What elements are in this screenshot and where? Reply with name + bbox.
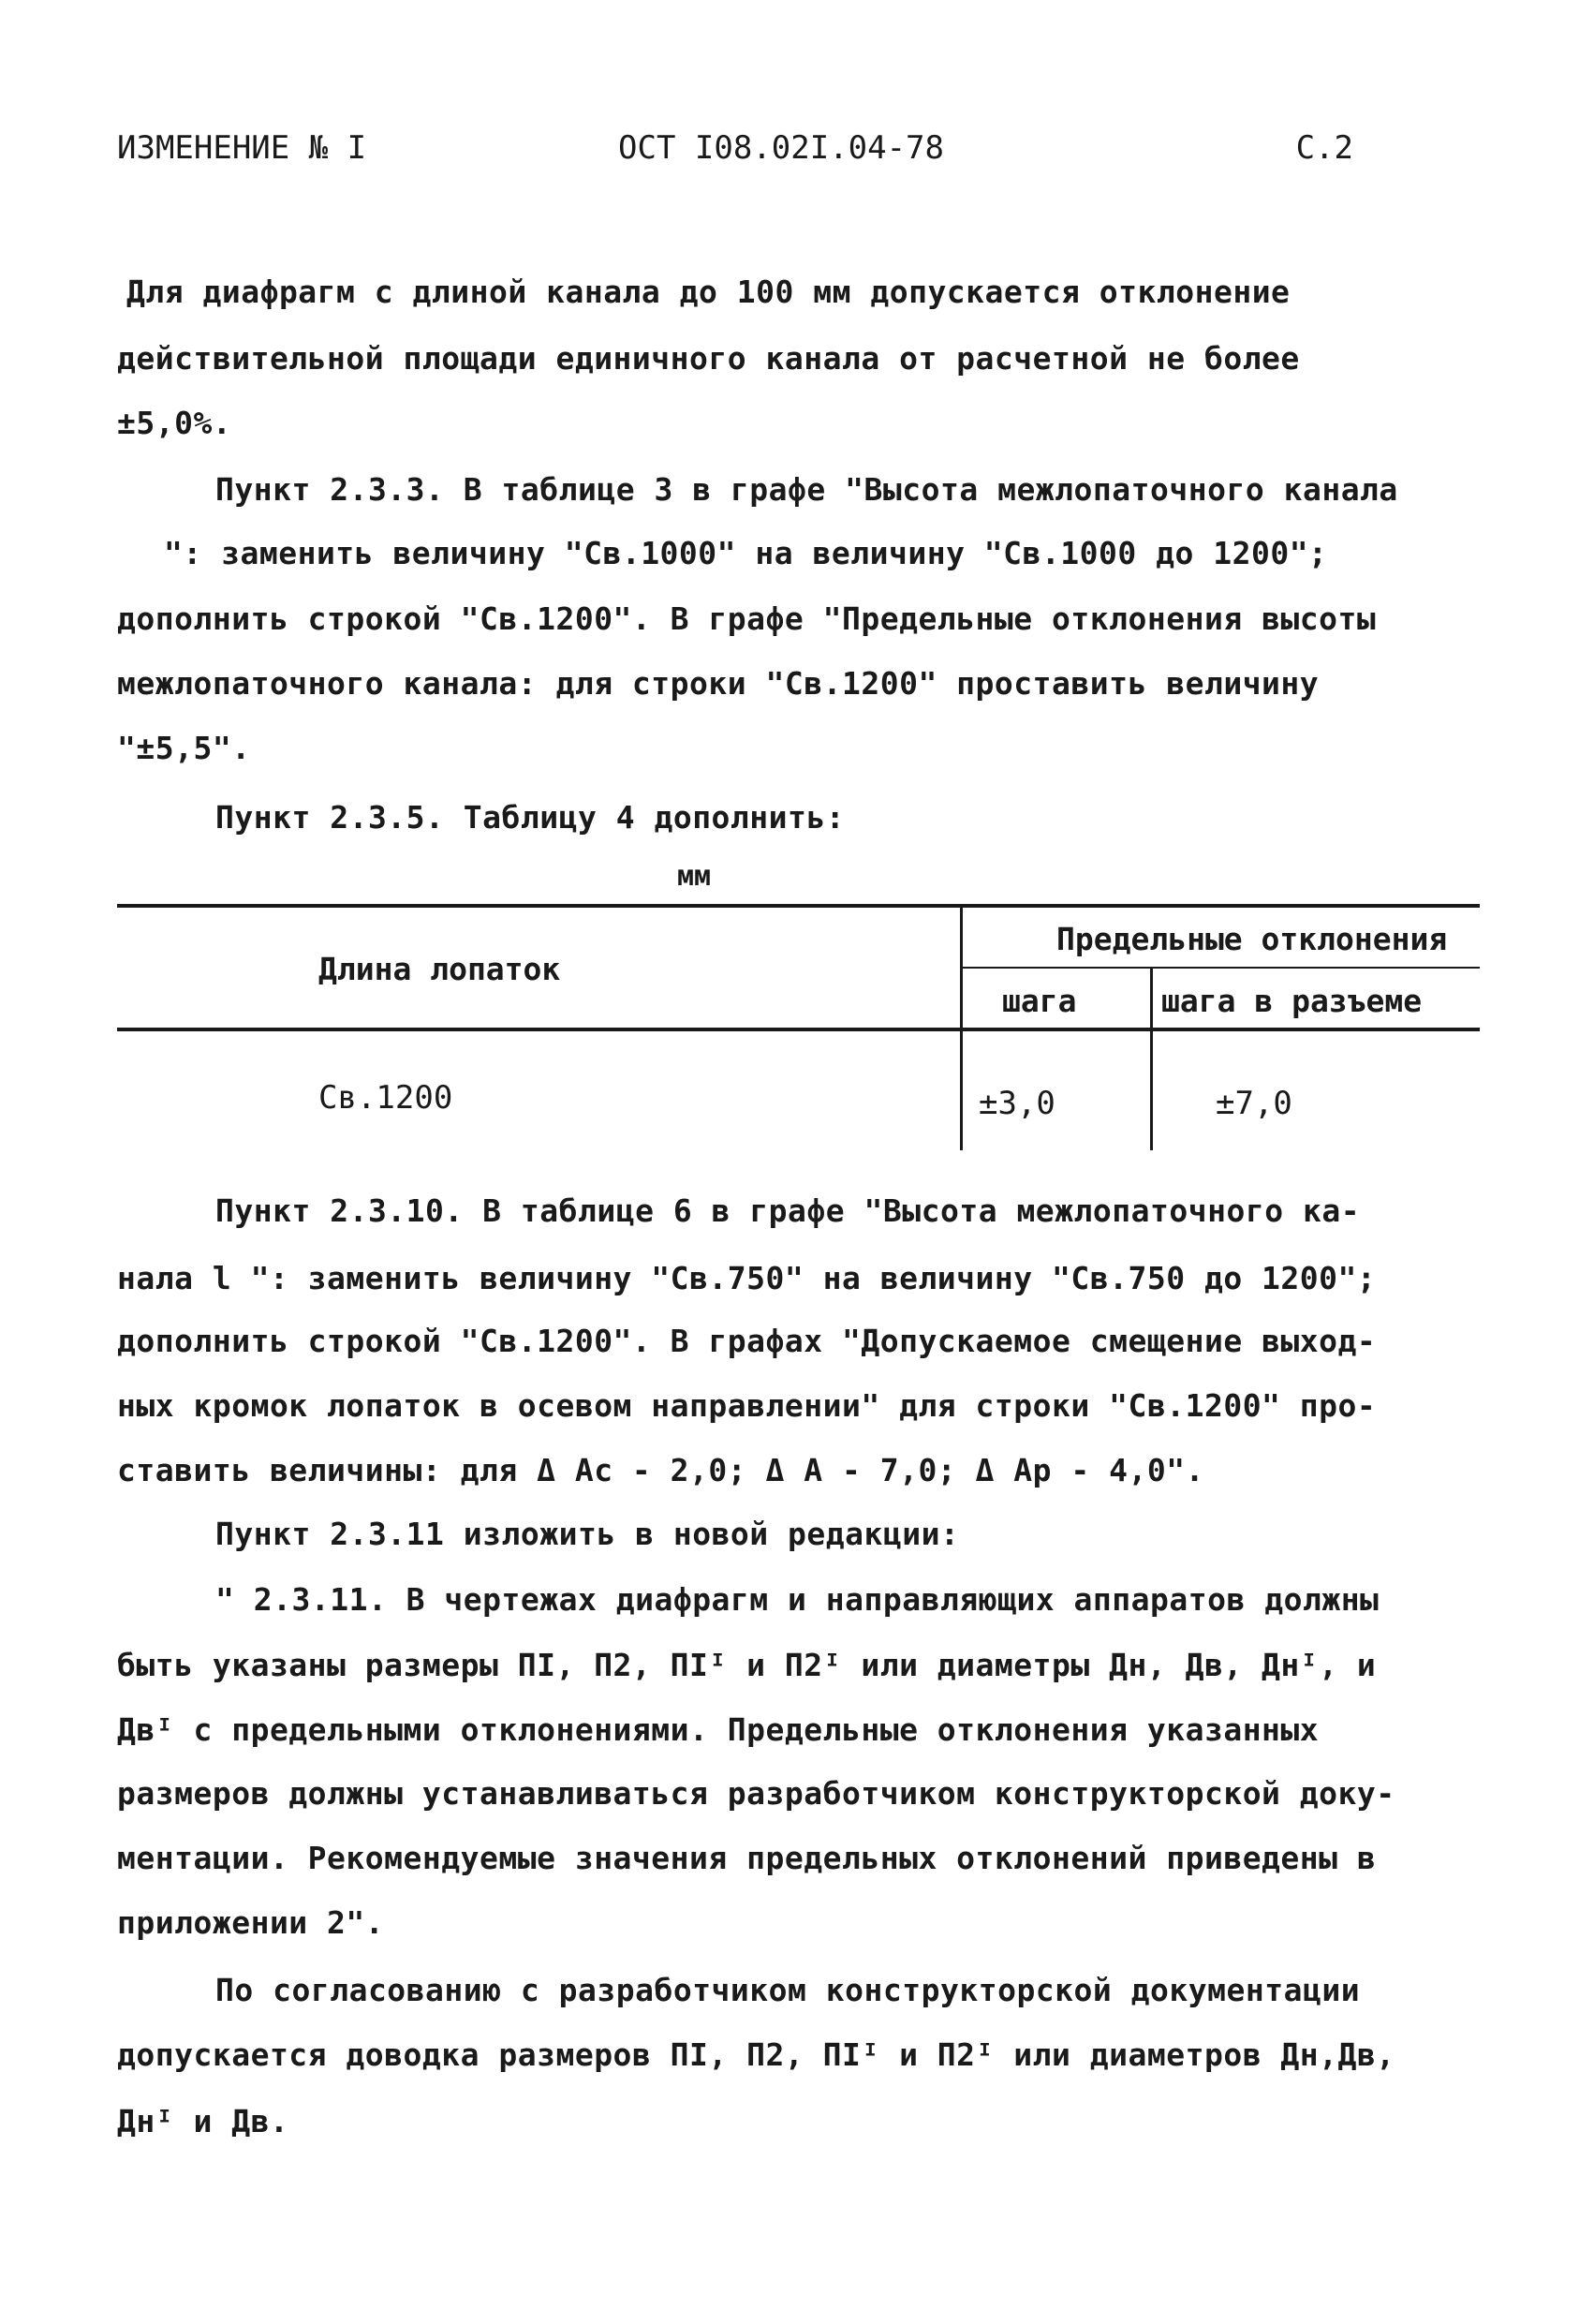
text-line: Пункт 2.3.3. В таблице 3 в графе "Высота межлопаточного канала (215, 471, 1398, 508)
table-header-rule (117, 1028, 1480, 1031)
blade-tolerance-table (117, 904, 1480, 1157)
table-cell-split-step: ±7,0 (1216, 1085, 1292, 1122)
text-line: нала l ": заменить величину "Св.750" на величину "Св.750 до 1200"; (117, 1260, 1377, 1296)
text-line: Пункт 2.3.5. Таблицу 4 дополнить: (215, 799, 846, 836)
table-group-rule (960, 967, 1480, 969)
text-line: Пункт 2.3.10. В таблице 6 в графе "Высота межлопаточного ка- (215, 1192, 1361, 1229)
text-line: ±5,0%. (117, 405, 232, 441)
col-header-blade-length: Длина лопаток (318, 951, 561, 987)
text-line: ставить величины: для Δ Ac - 2,0; Δ A - 7,0; Δ Ap - 4,0". (117, 1452, 1204, 1488)
text-line: Для диафрагм с длиной канала до 100 мм допускается отклонение (126, 274, 1291, 310)
text-line: По согласованию с разработчиком конструкторской документации (215, 1972, 1361, 2008)
standard-code: ОСТ I08.02I.04-78 (618, 129, 944, 167)
text-line: приложении 2". (117, 1904, 385, 1941)
col-header-tolerances: Предельные отклонения (1056, 921, 1448, 957)
text-line: Днᴵ и Дв. (117, 2103, 289, 2139)
table-unit: мм (677, 860, 712, 893)
amendment-number: ИЗМЕНЕНИЕ № I (117, 129, 367, 167)
text-line: дополнить строкой "Св.1200". В графах "Допускаемое смещение выход- (117, 1323, 1377, 1359)
text-line: "±5,5". (117, 730, 251, 766)
text-line: ных кромок лопаток в осевом направлении" для строки "Св.1200" про- (117, 1387, 1377, 1424)
table-cell-length: Св.1200 (318, 1079, 453, 1117)
table-top-rule (117, 904, 1480, 908)
text-line: межлопаточного канала: для строки "Св.1200" проставить величину (117, 665, 1320, 702)
table-divider-col2 (1150, 967, 1153, 1150)
text-line: допускается доводка размеров ПI, П2, ПIᴵ и П2ᴵ или диаметров Дн,Дв, (117, 2036, 1395, 2073)
text-line: действительной площади единичного канала от расчетной не более (117, 340, 1300, 377)
table-cell-step: ±3,0 (979, 1085, 1055, 1122)
text-line: дополнить строкой "Св.1200". В графе "Предельные отклонения высоты (117, 600, 1377, 637)
col-header-split-step: шага в разъеме (1161, 983, 1423, 1019)
text-line: размеров должны устанавливаться разработчиком конструкторской доку- (117, 1775, 1395, 1812)
text-line: быть указаны размеры ПI, П2, ПIᴵ и П2ᴵ или диаметры Дн, Дв, Днᴵ, и (117, 1647, 1377, 1683)
page-header (117, 129, 1353, 176)
text-line: ментации. Рекомендуемые значения предельных отклонений приведены в (117, 1840, 1377, 1876)
text-line: ": заменить величину "Св.1000" на величину "Св.1000 до 1200"; (164, 535, 1328, 571)
text-line: Двᴵ с предельными отклонениями. Предельные отклонения указанных (117, 1711, 1320, 1748)
text-line: Пункт 2.3.11 изложить в новой редакции: (215, 1516, 960, 1552)
text-line: " 2.3.11. В чертежах диафрагм и направляющих аппаратов должны (215, 1581, 1380, 1618)
col-header-step: шага (1002, 983, 1077, 1019)
page-number: С.2 (1295, 129, 1353, 167)
